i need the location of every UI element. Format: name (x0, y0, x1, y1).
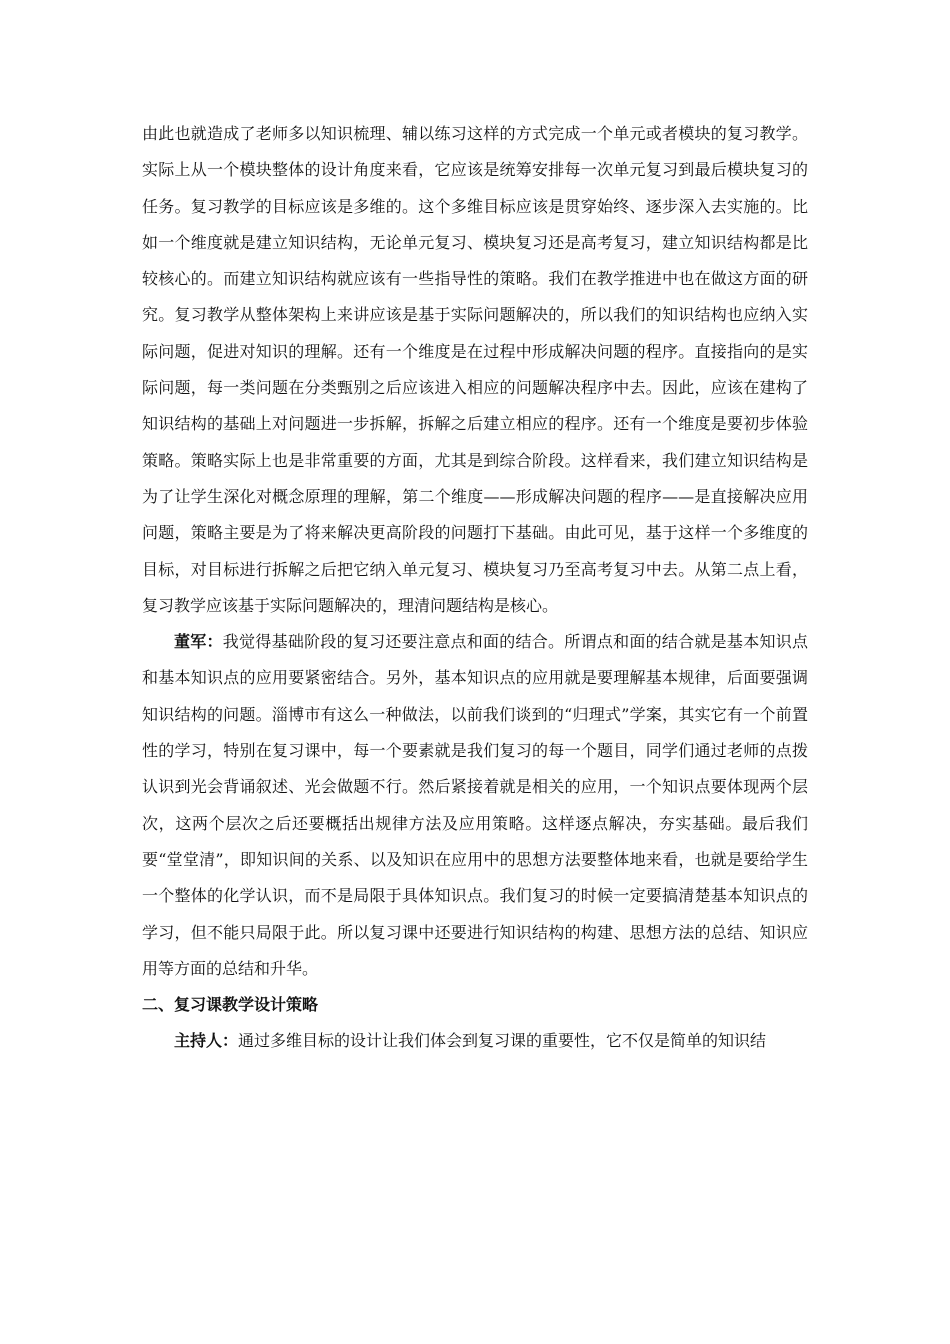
paragraph-text: 通过多维目标的设计让我们体会到复习课的重要性，它不仅是简单的知识结 (238, 1031, 767, 1051)
paragraph-dong-jun (142, 624, 808, 987)
speaker-label: 主持人： (174, 1031, 239, 1051)
speaker-label: 董军： (174, 632, 223, 652)
paragraph-continuation: 由此也就造成了老师多以知识梳理、辅以练习这样的方式完成一个单元或者模块的复习教学。实际上从一个模块整体的设计角度来看，它应该是统筹安排每一次单元复习到最后模块复习的任务。复习教学的目标应该是多维的。这个多维目标应该是贯穿始终、逐步深入去实施的。比如一个维度就是建立知识结构，无论单元复习、模块复习还是高考复习，建立知识结构都是比较核心的。而建立知识结构就应该有一些指导性的策略。我们在教学推进中也在做这方面的研究。复习教学从整体架构上来讲应该是基于实际问题解决的，所以我们的知识结构也应纳入实际问题，促进对知识的理解。还有一个维度是在过程中形成解决问题的程序。直接指向的是实际问题，每一类问题在分类甄别之后应该进入相应的问题解决程序中去。因此，应该在建构了知识结构的基础上对问题进一步拆解，拆解之后建立相应的程序。还有一个维度是要初步体验策略。策略实际上也是非常重要的方面，尤其是到综合阶段。这样看来，我们建立知识结构是为了让学生深化对概念原理的理解，第二个维度——形成解决问题的程序——是直接解决应用问题，策略主要是为了将来解决更高阶段的问题打下基础。由此可见，基于这样一个多维度的目标，对目标进行拆解之后把它纳入单元复习、模块复习乃至高考复习中去。从第二点上看，复习教学应该基于实际问题解决的，理清问题结构是核心。 (142, 124, 808, 615)
paragraph-host (142, 1023, 808, 1059)
section-heading: 二、复习课教学设计策略 (142, 995, 319, 1015)
paragraph-text: 我觉得基础阶段的复习还要注意点和面的结合。所谓点和面的结合就是基本知识点和基本知识点的应用要紧密结合。另外，基本知识点的应用就是要理解基本规律，后面要强调知识结构的问题。淄博市有这么一种做法，以前我们谈到的“归理式”学案，其实它有一个前置性的学习，特别在复习课中，每一个要素就是我们复习的每一个题目，同学们通过老师的点拨认识到光会背诵叙述、光会做题不行。然后紧接着就是相关的应用，一个知识点要体现两个层次，这两个层次之后还要概括出规律方法及应用策略。这样逐点解决，夯实基础。最后我们要“堂堂清”，即知识间的关系、以及知识在应用中的思想方法要整体地来看，也就是要给学生一个整体的化学认识，而不是局限于具体知识点。我们复习的时候一定要搞清楚基本知识点的学习，但不能只局限于此。所以复习课中还要进行知识结构的构建、思想方法的总结、知识应用等方面的总结和升华。 (142, 632, 808, 978)
